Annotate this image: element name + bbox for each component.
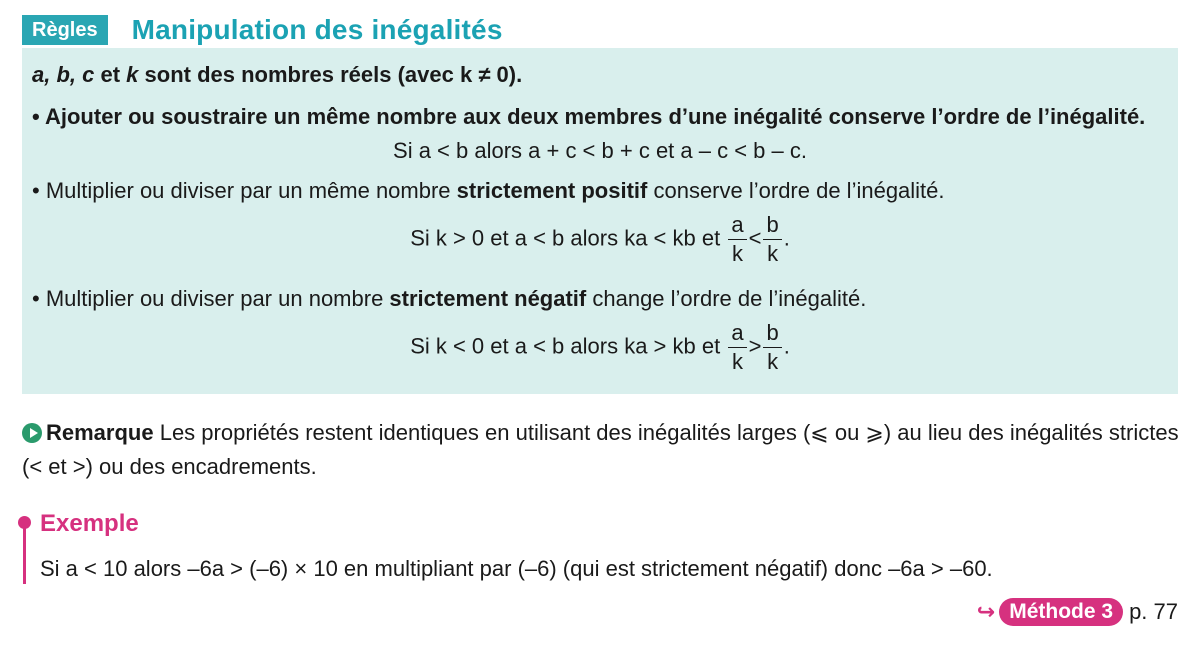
fraction-a-over-k: $\frac{a}{k}$ <box>728 214 746 265</box>
method-page: p. 77 <box>1129 599 1178 624</box>
rules-box <box>22 48 1178 394</box>
intro-vars: a, b, c <box>32 62 95 87</box>
formula-2 <box>22 214 1178 265</box>
intro-cond: k ≠ 0 <box>459 62 509 87</box>
formula-3 <box>22 322 1178 373</box>
formula-2-op: < <box>748 225 762 251</box>
rule-2-post: conserve l’ordre de l’inégalité. <box>647 178 945 203</box>
fraction-b-over-k: $\frac{b}{k}$ <box>763 214 781 265</box>
rules-title: Manipulation des inégalités <box>131 14 503 45</box>
example-title: Exemple <box>40 510 139 537</box>
formula-3-op: > <box>748 333 762 359</box>
fraction-b-over-k-neg: $\frac{b}{k}$ <box>763 322 781 373</box>
intro-line <box>32 62 522 88</box>
rule-3-strong: strictement négatif <box>389 286 587 311</box>
rule-2-pre: • Multiplier ou diviser par un même nombre <box>32 178 457 203</box>
method-link[interactable] <box>977 598 1178 626</box>
rule-2 <box>32 178 945 204</box>
rule-3-post: change l’ordre de l’inégalité. <box>586 286 867 311</box>
rule-3 <box>32 286 866 312</box>
formula-2-lead: Si k > 0 et a < b alors ka < kb et <box>410 225 721 251</box>
intro-et: et <box>94 62 127 87</box>
formula-3-end: . <box>783 333 790 359</box>
example-text: Si a < 10 alors –6a > (–6) × 10 en multipliant par (–6) (qui est strictement négatif) donc –6a > –60. <box>40 556 993 581</box>
rules-badge: Règles <box>22 15 108 45</box>
rule-3-pre: • Multiplier ou diviser par un nombre <box>32 286 390 311</box>
formula-2-end: . <box>783 225 790 251</box>
formula-1: Si a < b alors a + c < b + c et a – c < b – c. <box>393 138 807 163</box>
method-badge[interactable]: Méthode 3 <box>999 598 1123 626</box>
example-bar <box>23 526 26 584</box>
remark-label: Remarque <box>46 420 154 445</box>
rule-2-strong: strictement positif <box>456 178 648 203</box>
formula-3-lead: Si k < 0 et a < b alors ka > kb et <box>410 333 721 359</box>
fraction-a-over-k-neg: $\frac{a}{k}$ <box>728 322 746 373</box>
rule-1: • Ajouter ou soustraire un même nombre aux deux membres d’une inégalité conserve l’ordre de l’inégalité. <box>32 104 1146 129</box>
remark-text: Les propriétés restent identiques en utilisant des inégalités larges (⩽ ou ⩾) au lieu des inégalités strictes (< et >) ou des encadrements. <box>22 420 1179 479</box>
intro-text: sont des nombres réels (avec <box>138 62 460 87</box>
rules-header <box>22 12 503 48</box>
remark <box>22 416 1182 484</box>
intro-k: k <box>126 62 139 87</box>
arrow-icon: ↪ <box>976 599 996 624</box>
intro-end: ). <box>508 62 523 87</box>
play-icon <box>22 423 42 443</box>
